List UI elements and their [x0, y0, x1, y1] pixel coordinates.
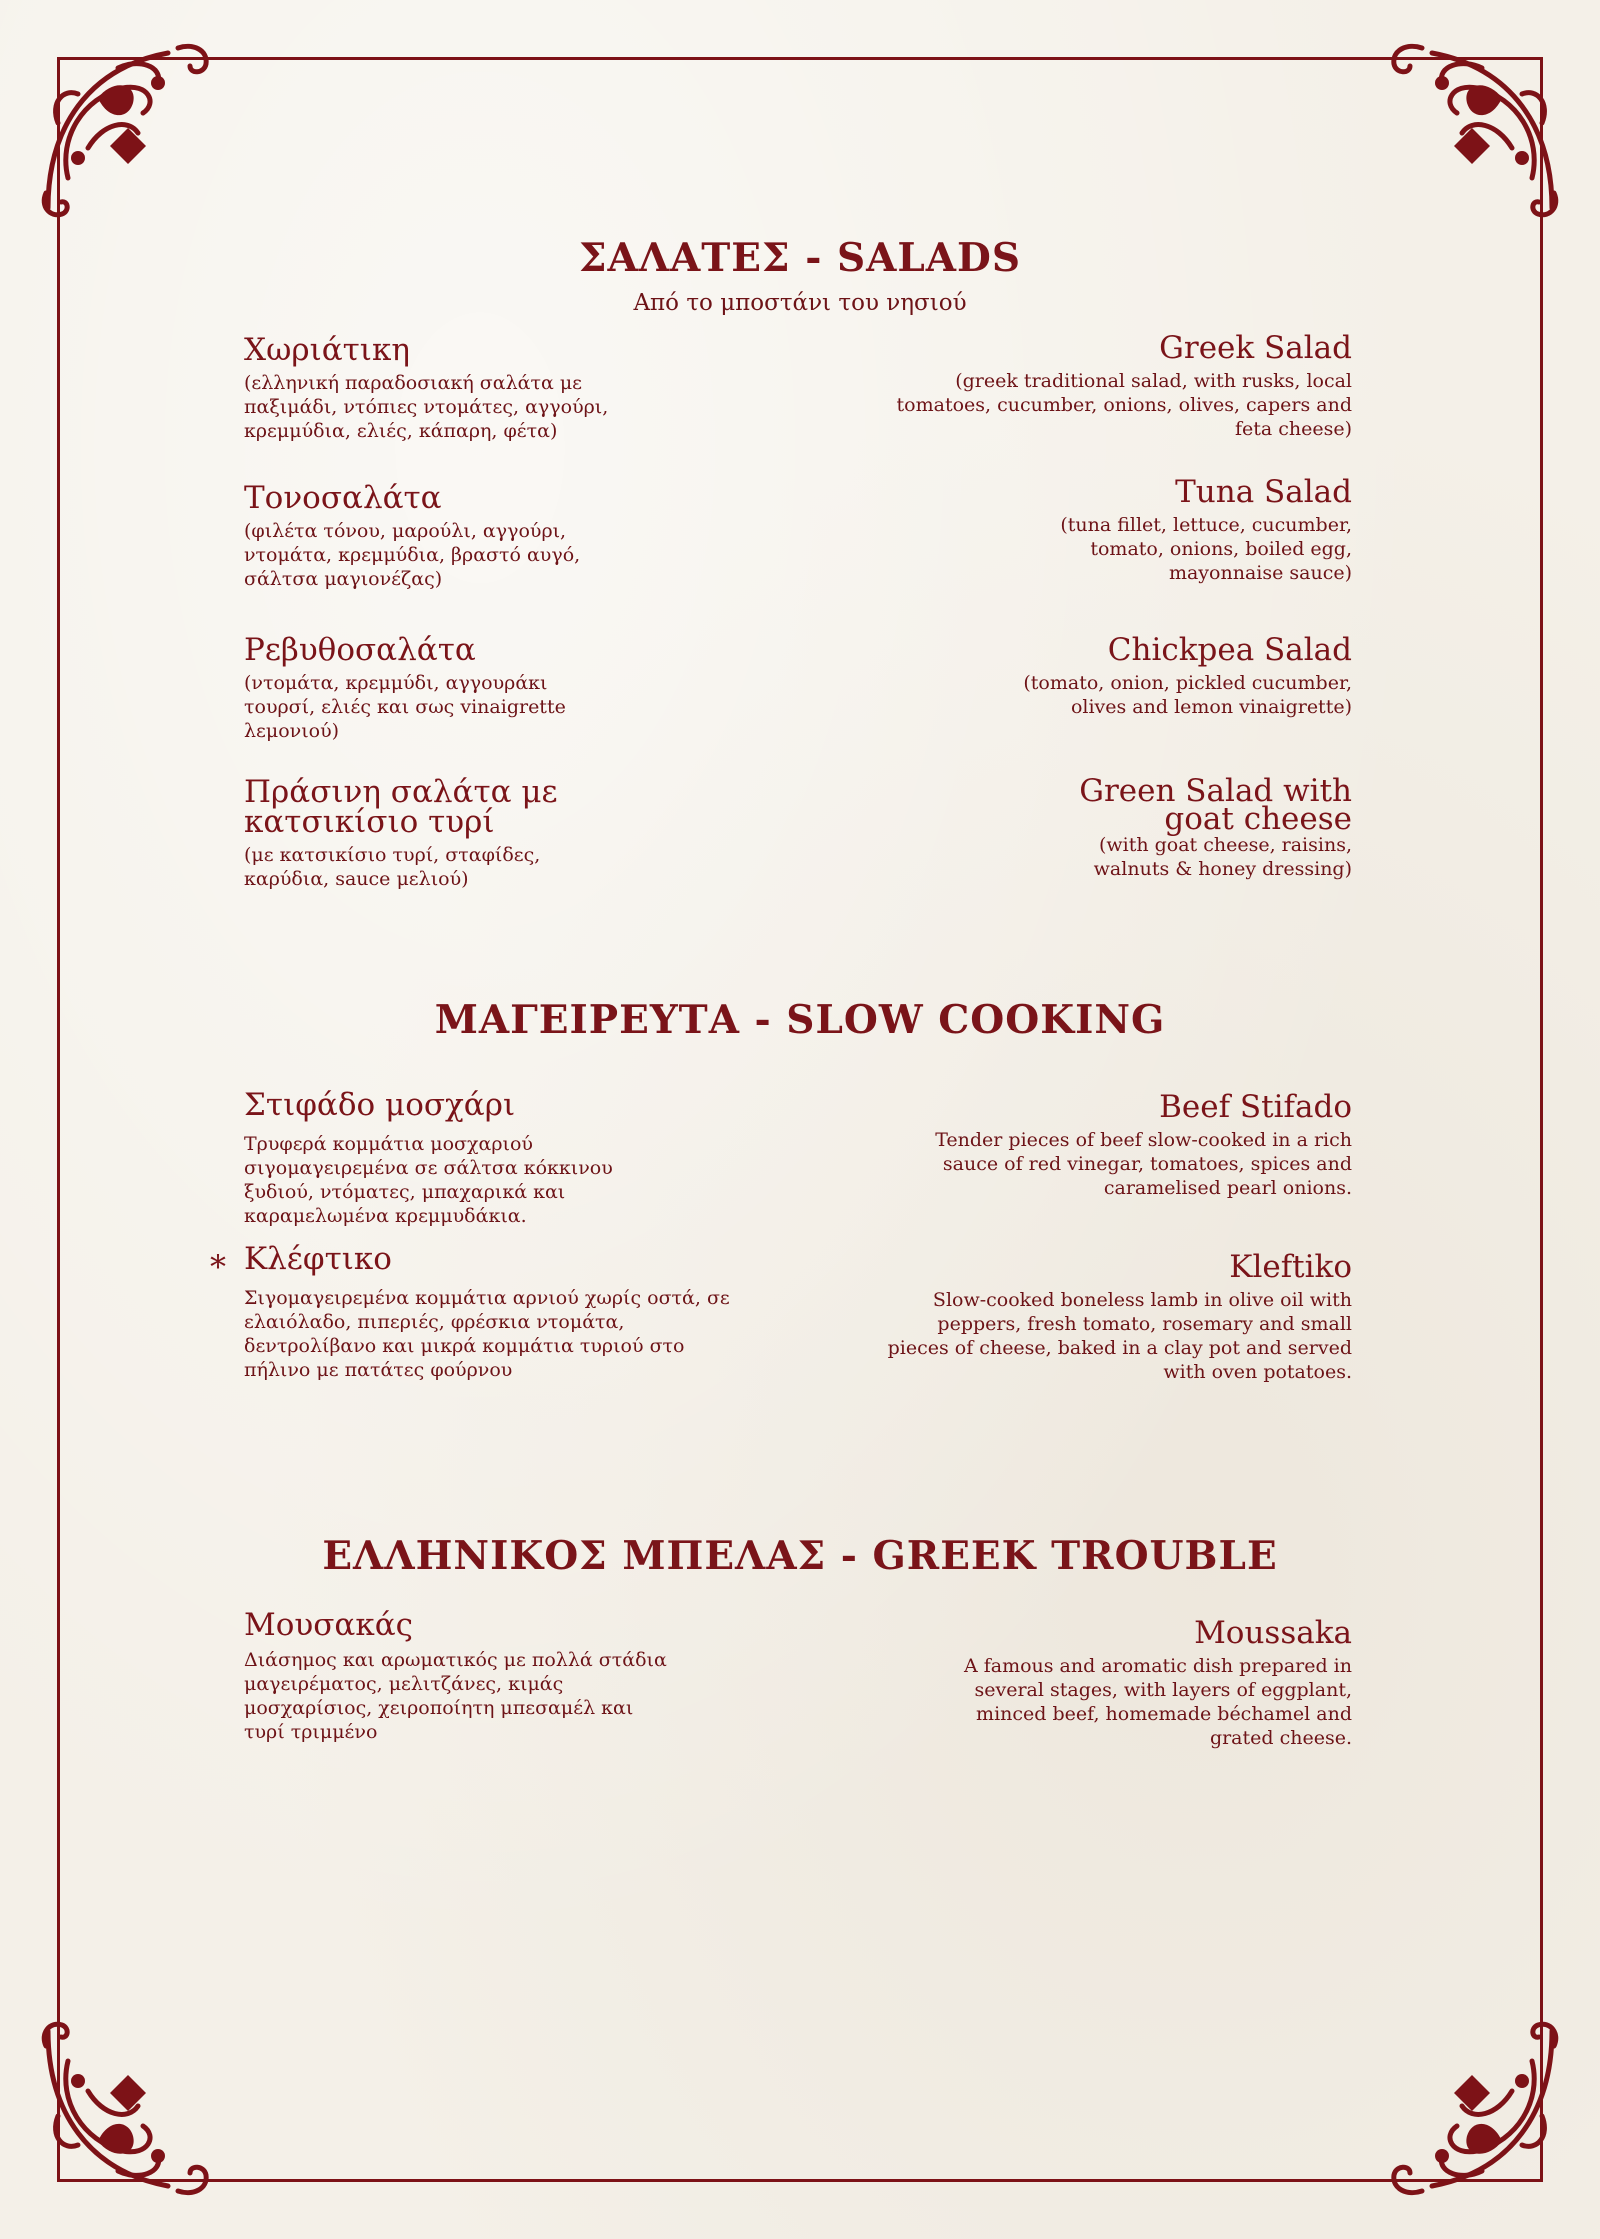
section-subtitle-salads: Από το μποστάνι του νησιού	[633, 290, 967, 316]
dish-name: Χωριάτικη	[244, 332, 410, 368]
dish-name: Beef Stifado	[1159, 1089, 1352, 1125]
dish-description: (ντομάτα, κρεμμύδι, αγγουράκι τουρσί, ελιές και σως vinaigrette λεμονιού)	[244, 672, 566, 742]
corner-flourish-icon	[28, 2011, 228, 2211]
menu-item-green-salad-en	[1052, 773, 1352, 881]
dish-description: (ελληνική παραδοσιακή σαλάτα με παξιμάδι, ντόπιες ντομάτες, αγγούρι, κρεμμύδια, ελιές, κάπαρη, φέτα)	[244, 372, 609, 442]
menu-item-kleftiko-en	[872, 1249, 1352, 1384]
dish-description: Tender pieces of beef slow-cooked in a rich sauce of red vinegar, tomatoes, spices and caramelised pearl onions.	[935, 1129, 1352, 1199]
dish-description: (με κατσικίσιο τυρί, σταφίδες, καρύδια, sauce μελιού)	[244, 844, 541, 890]
dish-name: Green Salad with goat cheese	[1079, 773, 1352, 837]
section-title-slow-cooking: ΜΑΓΕΙΡΕΥΤΑ - SLOW COOKING	[434, 997, 1166, 1043]
menu-item-greek-salad-en	[882, 330, 1352, 441]
dish-name: Πράσινη σαλάτα με κατσικίσιο τυρί	[244, 774, 558, 840]
menu-item-beef-stifado-gr	[244, 1087, 644, 1228]
corner-flourish-icon	[28, 28, 228, 228]
menu-item-tuna-salad-en	[1022, 474, 1352, 585]
section-title-salads: ΣΑΛΑΤΕΣ - SALADS	[578, 235, 1022, 281]
dish-name: Τονοσαλάτα	[244, 480, 442, 516]
dish-description: Διάσημος και αρωματικός με πολλά στάδια μαγειρέματος, μελιτζάνες, κιμάς μοσχαρίσιος, χειροποίητη μπεσαμέλ και τυρί τριμμένο	[244, 1649, 667, 1743]
dish-description: Slow-cooked boneless lamb in olive oil with peppers, fresh tomato, rosemary and small pieces of cheese, baked in a clay pot and served with oven potatoes.	[887, 1289, 1352, 1383]
corner-flourish-icon	[1372, 28, 1572, 228]
dish-name: Μουσακάς	[244, 1607, 414, 1643]
menu-item-chickpea-salad-en	[1022, 632, 1352, 719]
menu-item-greek-salad-gr	[244, 332, 684, 443]
dish-description: Σιγομαγειρεμένα κομμάτια αρνιού χωρίς οστά, σε ελαιόλαδο, πιπεριές, φρέσκια ντομάτα, δεντρολίβανο και μικρά κομμάτια τυριού στο πήλινο με πατάτες φούρνου	[244, 1287, 730, 1381]
corner-flourish-icon	[1372, 2011, 1572, 2211]
dish-name: Tuna Salad	[1175, 474, 1352, 510]
dish-description: (tuna fillet, lettuce, cucumber, tomato, onions, boiled egg, mayonnaise sauce)	[1060, 514, 1352, 584]
menu-item-beef-stifado-en	[902, 1089, 1352, 1200]
dish-description: A famous and aromatic dish prepared in several stages, with layers of eggplant, minced beef, homemade béchamel and grated cheese.	[963, 1655, 1352, 1749]
menu-item-kleftiko-gr	[244, 1241, 744, 1382]
section-title-greek-trouble: ΕΛΛΗΝΙΚΟΣ ΜΠΕΛΑΣ - GREEK TROUBLE	[322, 1533, 1278, 1579]
dish-name: Στιφάδο μοσχάρι	[244, 1087, 516, 1123]
menu-item-tuna-salad-gr	[244, 480, 684, 591]
menu-item-moussaka-en	[912, 1615, 1352, 1750]
dish-description: Τρυφερά κομμάτια μοσχαριού σιγομαγειρεμένα σε σάλτσα κόκκινου ξυδιού, ντόματες, μπαχαρικά και καραμελωμένα κρεμμυδάκια.	[244, 1133, 613, 1227]
star-marker: *	[210, 1248, 226, 1286]
dish-name: Ρεβυθοσαλάτα	[244, 632, 476, 668]
dish-name: Κλέφτικο	[244, 1241, 392, 1277]
menu-item-green-salad-gr	[244, 774, 574, 891]
menu-item-moussaka-gr	[244, 1607, 674, 1744]
dish-description: (with goat cheese, raisins, walnuts & honey dressing)	[1093, 834, 1352, 880]
menu-item-chickpea-salad-gr	[244, 632, 684, 743]
dish-description: (φιλέτα τόνου, μαρούλι, αγγούρι, ντομάτα, κρεμμύδια, βραστό αυγό, σάλτσα μαγιονέζας)	[244, 520, 581, 590]
dish-description: (tomato, onion, pickled cucumber, olives and lemon vinaigrette)	[1023, 672, 1352, 718]
dish-name: Chickpea Salad	[1107, 632, 1352, 668]
dish-name: Moussaka	[1194, 1615, 1352, 1651]
dish-name: Kleftiko	[1229, 1249, 1352, 1285]
dish-description: (greek traditional salad, with rusks, local tomatoes, cucumber, onions, olives, capers and feta cheese)	[896, 370, 1352, 440]
dish-name: Greek Salad	[1159, 330, 1352, 366]
